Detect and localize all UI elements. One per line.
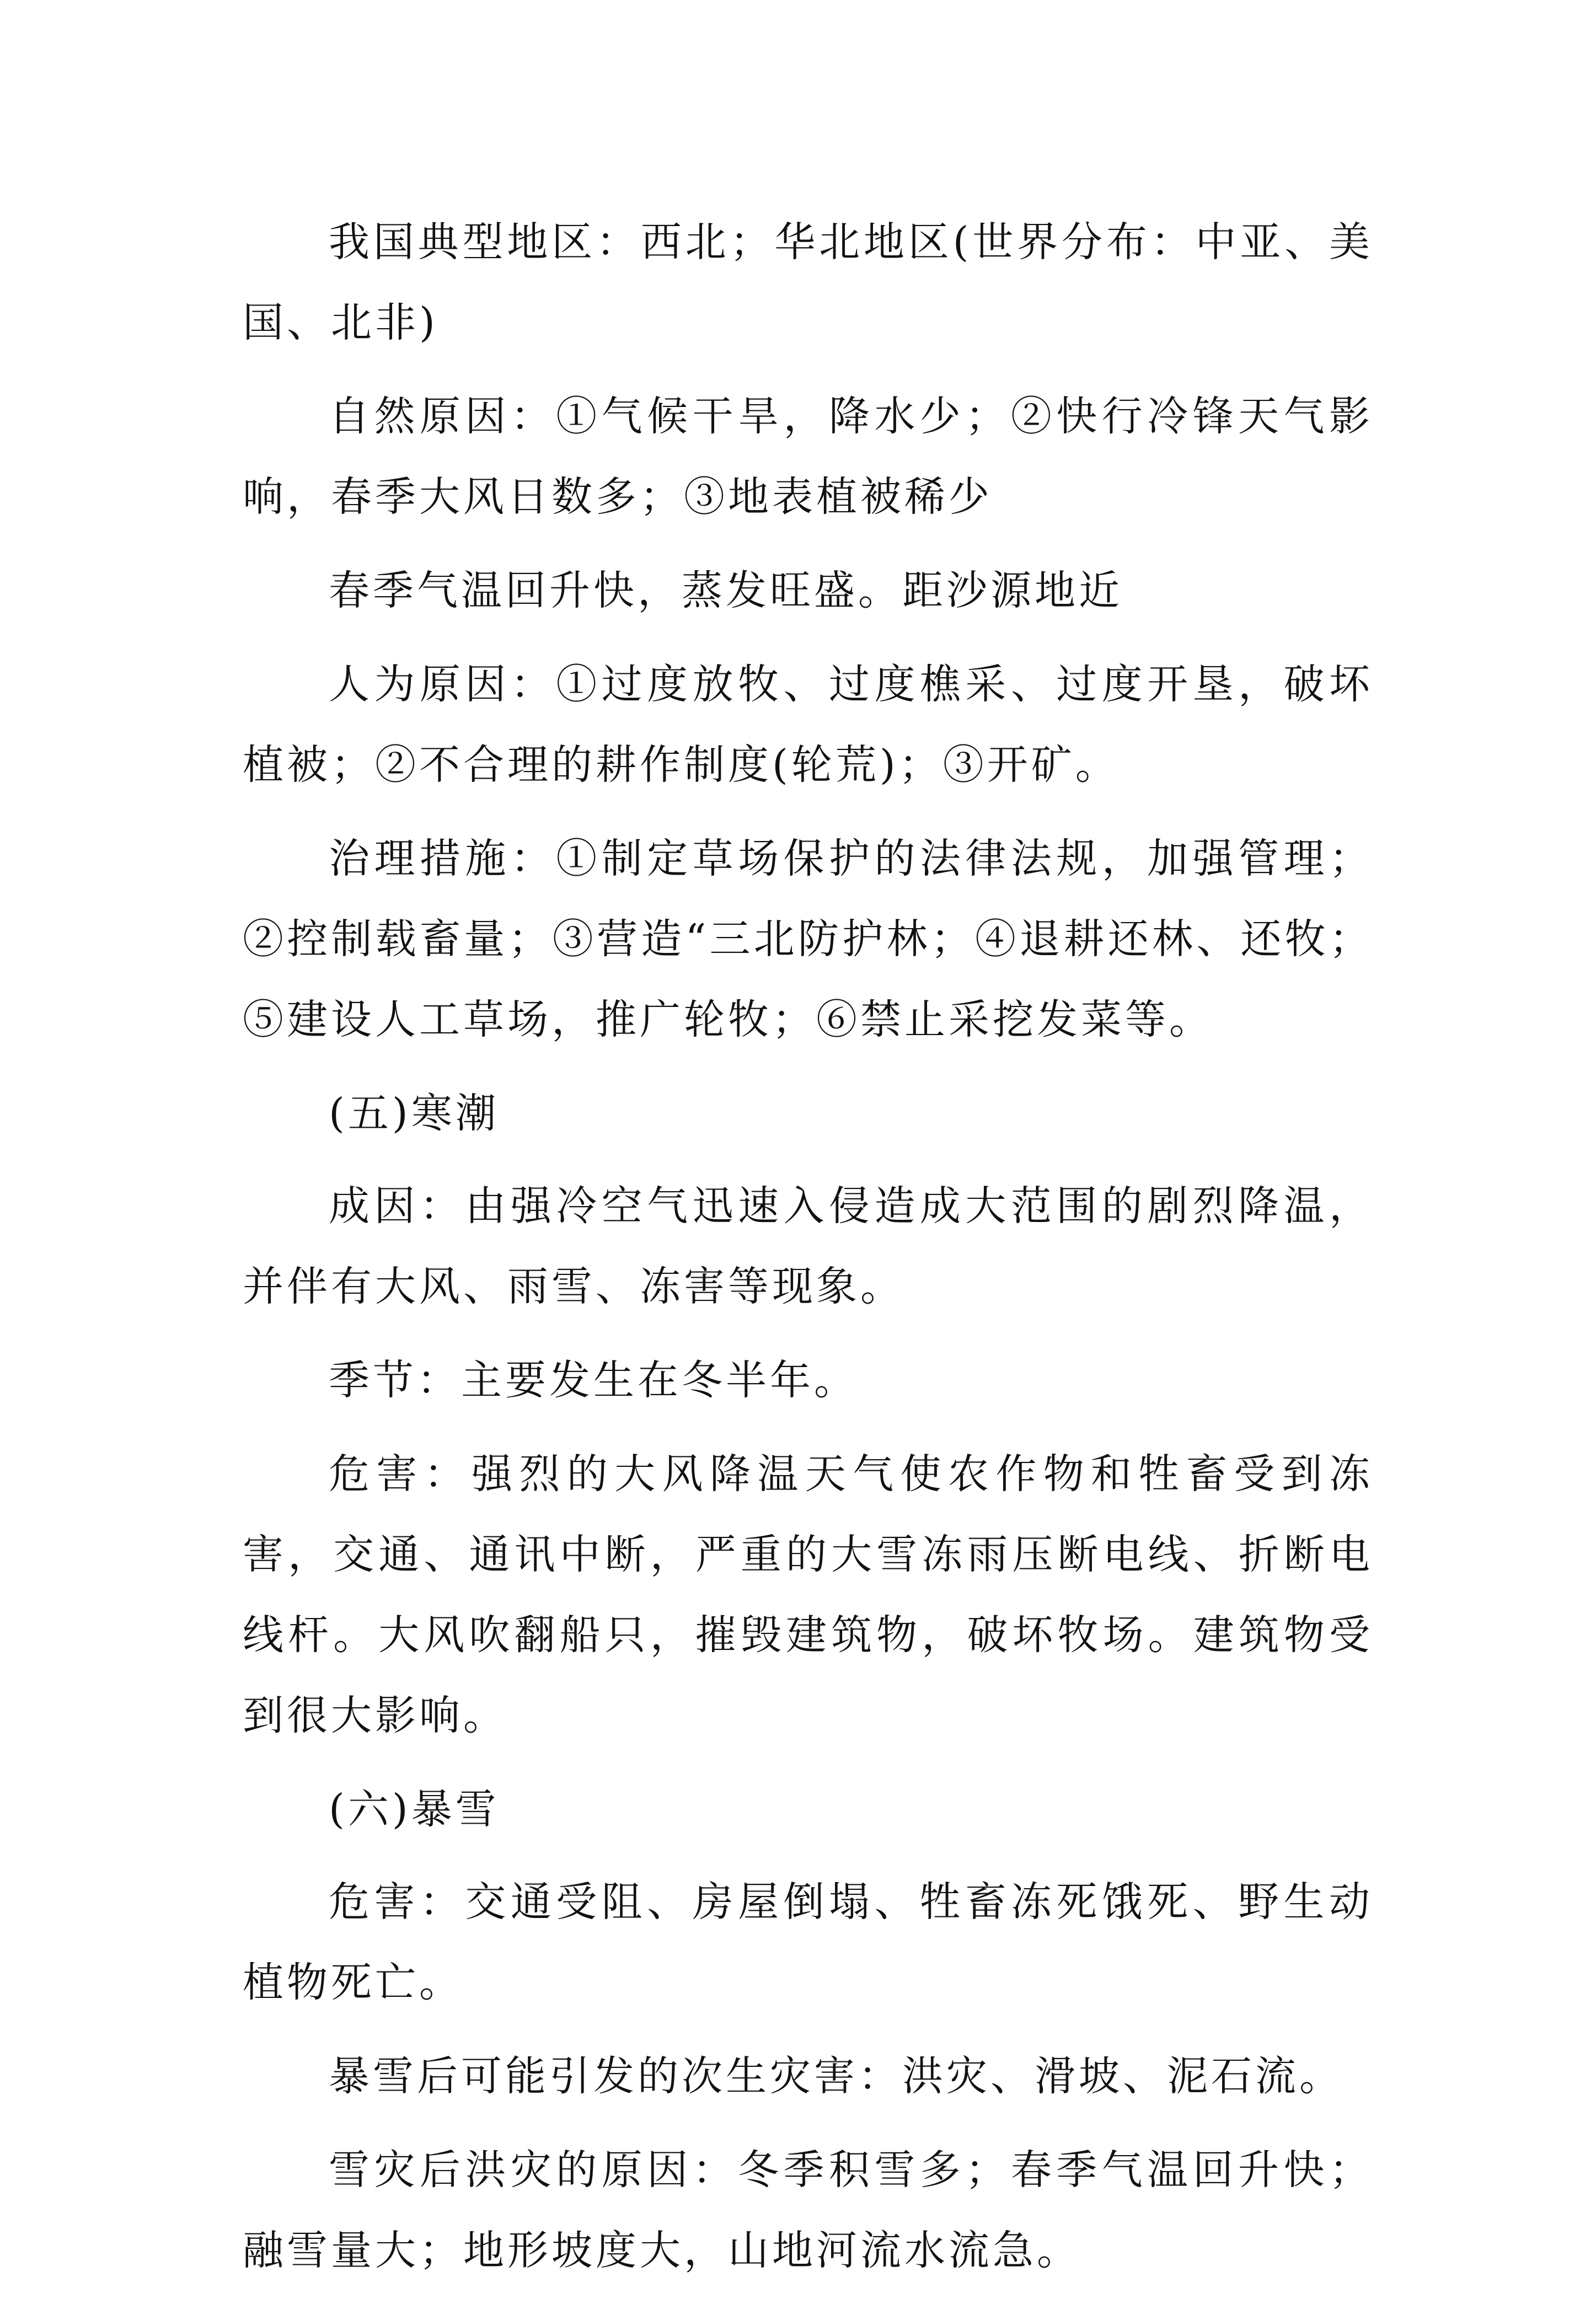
paragraph-snowstorm-secondary: 暴雪后可能引发的次生灾害：洪灾、滑坡、泥石流。 (329, 2053, 1343, 2100)
section-heading-snowstorm: (六)暴雪 (329, 1786, 500, 1833)
paragraph-natural-causes: 自然原因：①气候干旱，降水少；②快行冷锋天气影响，春季大风日数多；③地表植被稀少 (243, 393, 1373, 521)
paragraph-snow-flood-causes: 雪灾后洪灾的原因：冬季积雪多；春季气温回升快；融雪量大；地形坡度大，山地河流水流急。 (243, 2146, 1373, 2274)
paragraph-cold-wave-season: 季节：主要发生在冬半年。 (329, 1357, 858, 1404)
paragraph-typical-regions: 我国典型地区：西北；华北地区(世界分布：中亚、美国、北非) (243, 218, 1373, 346)
paragraph-human-causes: 人为原因：①过度放牧、过度樵采、过度开垦，破坏植被；②不合理的耕作制度(轮荒)；③开矿。 (243, 661, 1373, 789)
paragraph-control-measures: 治理措施：①制定草场保护的法律法规，加强管理；②控制载畜量；③营造“三北防护林；④退耕还林、还牧；⑤建设人工草场，推广轮牧；⑥禁止采挖发菜等。 (243, 835, 1373, 1043)
paragraph-cold-wave-harm: 危害：强烈的大风降温天气使农作物和牲畜受到冻害，交通、通讯中断，严重的大雪冻雨压断电线、折断电线杆。大风吹翻船只，摧毁建筑物，破坏牧场。建筑物受到很大影响。 (243, 1450, 1373, 1739)
section-heading-cold-wave: (五)寒潮 (329, 1090, 500, 1137)
document-body (243, 202, 1373, 2304)
paragraph-snowstorm-harm: 危害：交通受阻、房屋倒塌、牲畜冻死饿死、野生动植物死亡。 (243, 1878, 1373, 2006)
paragraph-cold-wave-cause: 成因：由强冷空气迅速入侵造成大范围的剧烈降温，并伴有大风、雨雪、冻害等现象。 (243, 1182, 1373, 1310)
paragraph-spring-conditions: 春季气温回升快，蒸发旺盛。距沙源地近 (329, 567, 1123, 614)
